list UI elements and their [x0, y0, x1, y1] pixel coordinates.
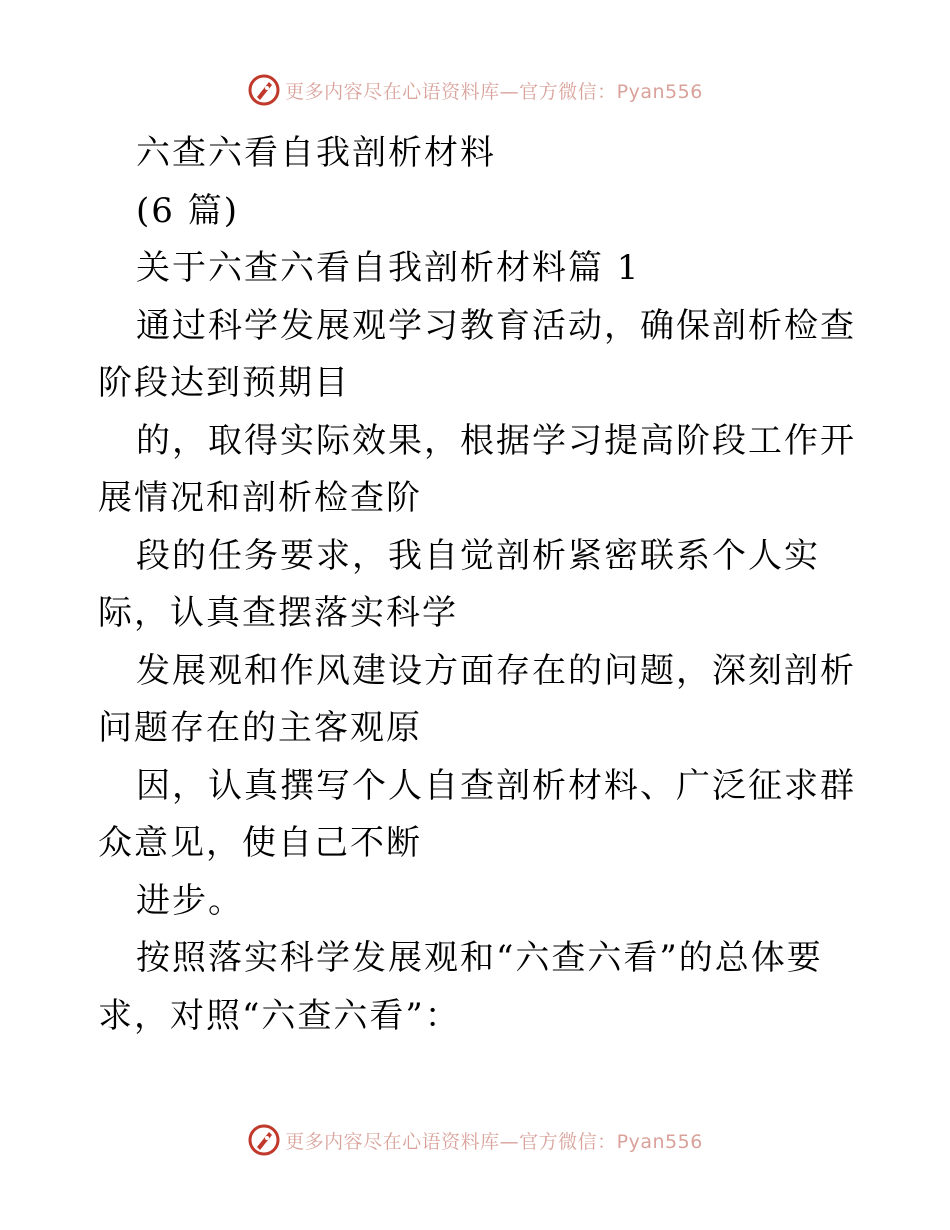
paragraph: 的，取得实际效果，根据学习提高阶段工作开展情况和剖析检查阶 — [98, 420, 856, 518]
watermark-banner-top — [0, 70, 950, 110]
paragraph: 按照落实科学发展观和“六查六看”的总体要求，对照“六查六看”： — [98, 938, 823, 1036]
paragraph: 通过科学发展观学习教育活动，确保剖析检查阶段达到预期目 — [98, 305, 856, 403]
watermark-text: 更多内容尽在心语资料库—官方微信：Pyan556 — [285, 1130, 703, 1153]
paragraph: 段的任务要求，我自觉剖析紧密联系个人实际，认真查摆落实科学 — [98, 535, 820, 633]
paragraph: 进步。 — [136, 880, 244, 921]
watermark-text: 更多内容尽在心语资料库—官方微信：Pyan556 — [285, 80, 703, 103]
section-heading: 关于六查六看自我剖析材料篇 1 — [136, 248, 641, 288]
watermark-banner-bottom — [0, 1120, 950, 1160]
pen-nib-logo-icon — [247, 1123, 281, 1157]
paragraph: 因，认真撰写个人自查剖析材料、广泛征求群众意见，使自己不断 — [98, 765, 856, 863]
paragraph: 发展观和作风建设方面存在的问题，深刻剖析问题存在的主客观原 — [98, 650, 856, 748]
document-title: 六查六看自我剖析材料 — [136, 133, 496, 173]
pen-nib-logo-icon — [247, 73, 281, 107]
document-subtitle: (6 篇) — [136, 190, 239, 231]
document-body — [98, 125, 858, 1045]
